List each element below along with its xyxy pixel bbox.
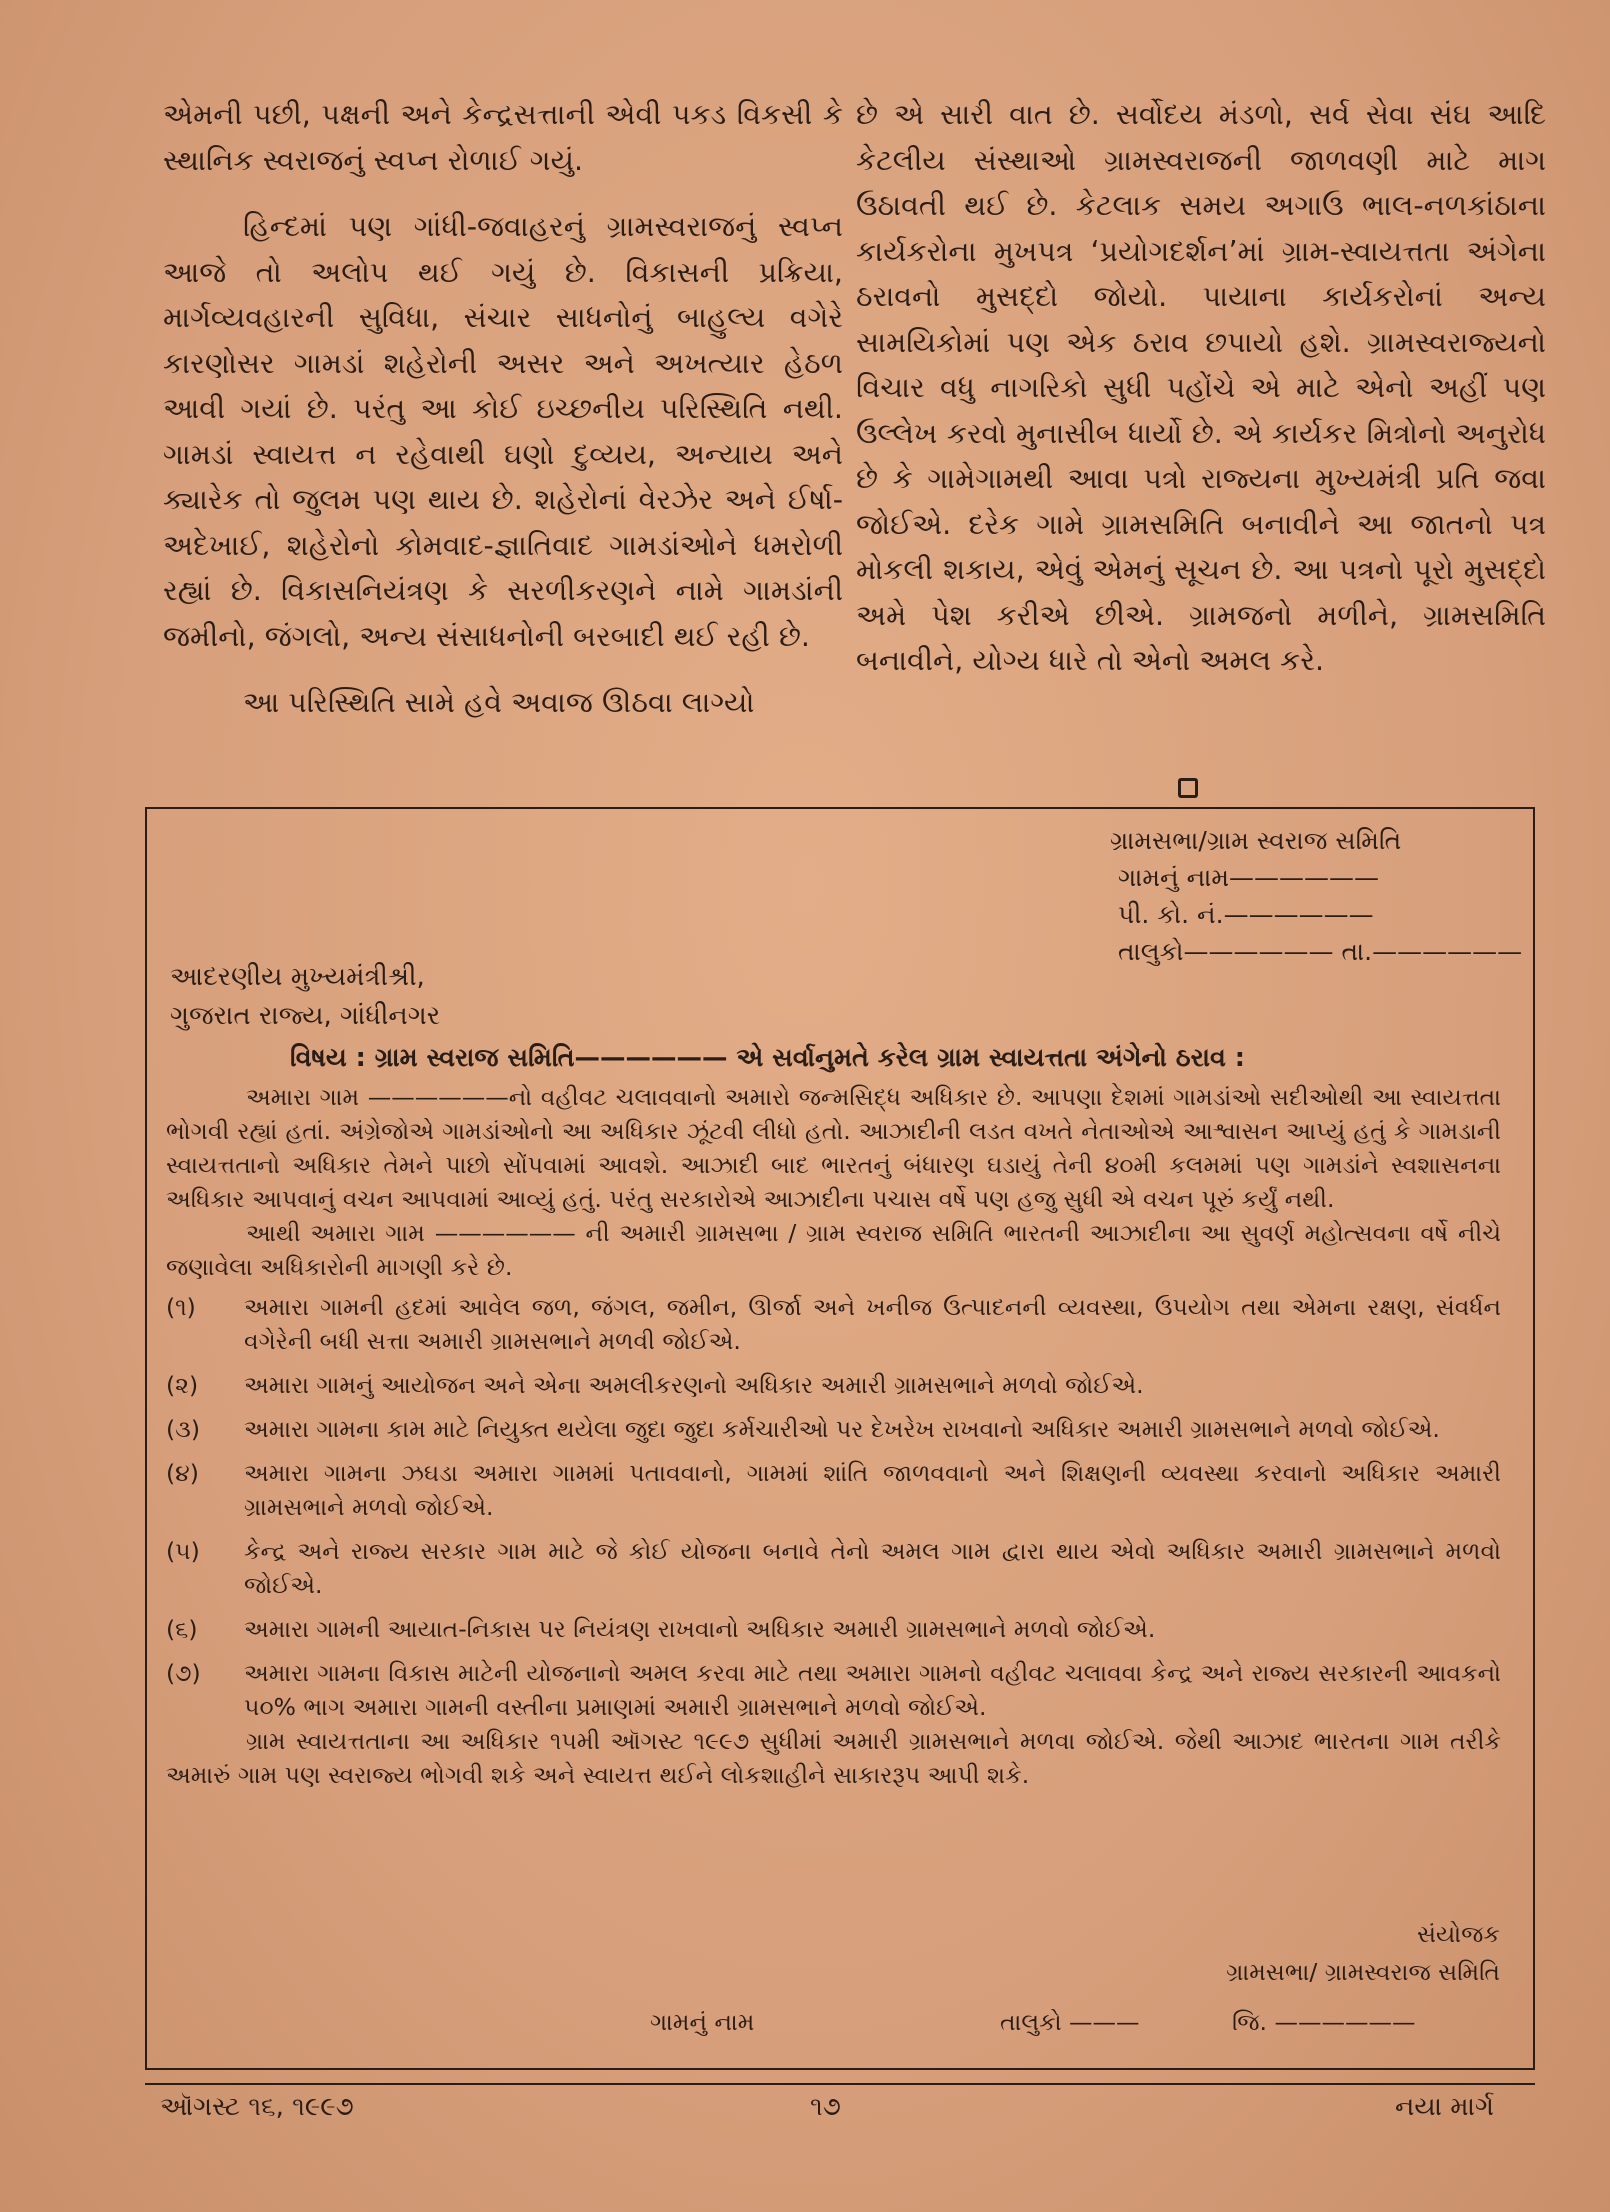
publication-name: નયા માર્ગ [1395,2092,1495,2122]
signature-line: ગ્રામસભા/ ગ્રામસ્વરાજ સમિતિ [1226,1958,1500,1986]
address-line: ગ્રામસભા/ગ્રામ સ્વરાજ સમિતિ [1110,826,1402,855]
item-number: (૫) [166,1537,200,1565]
list-item [166,1656,1501,1724]
article-right-column [856,92,1546,684]
address-line: ગામનું નામ—————— [1118,863,1379,892]
demands-list [166,1290,1501,1724]
page-number: ૧૭ [810,2092,841,2122]
item-text: કેન્દ્ર અને રાજ્ય સરકાર ગામ માટે જે કોઈ યોજના બનાવે તેનો અમલ ગામ દ્વારા થાય એવો અધિકાર અમારી ગ્રામસભાને મળવો જોઈએ. [244,1537,1501,1599]
recipient-line: આદરણીય મુખ્યમંત્રીશ્રી, [170,962,425,992]
list-item [166,1412,1501,1446]
item-text: અમારા ગામના કામ માટે નિયુક્ત થયેલા જુદા જુદા કર્મચારીઓ પર દેખરેખ રાખવાનો અધિકાર અમારી ગ્રામસભાને મળવો જોઈએ. [244,1415,1440,1443]
item-text: અમારા ગામની આયાત-નિકાસ પર નિયંત્રણ રાખવાનો અધિકાર અમારી ગ્રામસભાને મળવો જોઈએ. [244,1615,1156,1643]
letter-body [166,1080,1501,1792]
item-number: (૪) [166,1459,199,1487]
item-number: (૬) [166,1615,198,1643]
article-paragraph: એમની પછી, પક્ષની અને કેન્દ્રસત્તાની એવી પકડ વિકસી કે સ્થાનિક સ્વરાજનું સ્વપ્ન રોળાઈ ગયું. [163,98,843,177]
article-paragraph: આ પરિસ્થિતિ સામે હવે અવાજ ઊઠવા લાગ્યો [243,686,755,719]
letter-subject: વિષય : ગ્રામ સ્વરાજ સમિતિ—————— એ સર્વાનુમતે કરેલ ગ્રામ સ્વાયત્તતા અંગેનો ઠરાવ : [290,1043,1245,1073]
footer-rule [145,2083,1535,2085]
footer-district-field: જિ. —————— [1232,2008,1416,2036]
address-line: પી. કો. નં.—————— [1118,900,1374,929]
item-number: (૧) [166,1293,196,1321]
letter-closing: ગ્રામ સ્વાયત્તતાના આ અધિકાર ૧૫મી ઑગસ્ટ ૧૯૯૭ સુધીમાં અમારી ગ્રામસભાને મળવા જોઈએ. જેથી આઝાદ ભારતના ગામ તરીકે અમારું ગામ પણ સ્વરાજ્ય ભોગવી શકે અને સ્વાયત્ત થઈને લોકશાહીને સાકારરૂપ આપી શકે. [166,1727,1501,1789]
letter-paragraph: આથી અમારા ગામ —————— ની અમારી ગ્રામસભા / ગ્રામ સ્વરાજ સમિતિ ભારતની આઝાદીના આ સુવર્ણ મહોત્સવના વર્ષે નીચે જણાવેલા અધિકારોની માગણી કરે છે. [166,1219,1501,1281]
item-number: (૭) [166,1659,201,1687]
signature-block [1180,1915,1500,1991]
item-text: અમારા ગામનું આયોજન અને એના અમલીકરણનો અધિકાર અમારી ગ્રામસભાને મળવો જોઈએ. [244,1371,1144,1399]
article-end-mark-icon [1178,778,1198,798]
footer-village-field: ગામનું નામ [650,2008,755,2036]
letter-paragraph: અમારા ગામ ——————નો વહીવટ ચલાવવાનો અમારો જન્મસિદ્ધ અધિકાર છે. આપણા દેશમાં ગામડાંઓ સદીઓથી આ સ્વાયત્તતા ભોગવી રહ્યાં હતાં. અંગ્રેજોએ ગામડાંઓનો આ અધિકાર ઝૂંટવી લીધો હતો. આઝાદીની લડત વખતે નેતાઓએ આશ્વાસન આપ્યું હતું કે ગામડાની સ્વાયત્તતાનો અધિકાર તેમને પાછો સોંપવામાં આવશે. આઝાદી બાદ ભારતનું બંધારણ ઘડાયું તેની ૪૦મી કલમમાં પણ ગામડાંને સ્વશાસનના અધિકાર આપવાનું વચન આપવામાં આવ્યું હતું. પરંતુ સરકારોએ આઝાદીના પચાસ વર્ષે પણ હજુ સુધી એ વચન પૂરું કર્યું નથી. [166,1083,1501,1213]
item-text: અમારા ગામની હદમાં આવેલ જળ, જંગલ, જમીન, ઊર્જા અને ખનીજ ઉત્પાદનની વ્યવસ્થા, ઉપયોગ તથા એમના રક્ષણ, સંવર્ધન વગેરેની બધી સત્તા અમારી ગ્રામસભાને મળવી જોઈએ. [244,1293,1501,1355]
article-left-column [163,92,843,726]
list-item [166,1612,1501,1646]
footer-taluka-field: તાલુકો ——— [1000,2008,1140,2036]
recipient-line: ગુજરાત રાજ્ય, ગાંધીનગર [170,1001,441,1031]
item-number: (૩) [166,1415,200,1443]
list-item [166,1368,1501,1402]
issue-date: ઑગસ્ટ ૧૬, ૧૯૯૭ [160,2092,354,2122]
recipient-address [170,958,440,1036]
address-line: તાલુકો—————— તા.—————— [1118,937,1523,966]
sender-address [1110,822,1522,970]
item-number: (૨) [166,1371,199,1399]
signature-line: સંયોજક [1417,1920,1500,1948]
item-text: અમારા ગામના ઝઘડા અમારા ગામમાં પતાવવાનો, ગામમાં શાંતિ જાળવવાનો અને શિક્ષણની વ્યવસ્થા કરવાનો અધિકાર અમારી ગ્રામસભાને મળવો જોઈએ. [244,1459,1501,1521]
list-item [166,1456,1501,1524]
item-text: અમારા ગામના વિકાસ માટેની યોજનાનો અમલ કરવા માટે તથા અમારા ગામનો વહીવટ ચલાવવા કેન્દ્ર અને રાજ્ય સરકારની આવકનો ૫૦% ભાગ અમારા ગામની વસ્તીના પ્રમાણમાં અમારી ગ્રામસભાને મળવો જોઈએ. [244,1659,1501,1721]
list-item [166,1290,1501,1358]
article-paragraph: હિન્દમાં પણ ગાંધી-જવાહરનું ગ્રામસ્વરાજનું સ્વપ્ન આજે તો અલોપ થઈ ગયું છે. વિકાસની પ્રક્રિયા, માર્ગવ્યવહારની સુવિધા, સંચાર સાધનોનું બાહુલ્ય વગેરે કારણોસર ગામડાં શહેરોની અસર અને અખત્યાર હેઠળ આવી ગયાં છે. પરંતુ આ કોઈ ઇચ્છનીય પરિસ્થિતિ નથી. ગામડાં સ્વાયત્ત ન રહેવાથી ઘણો દુવ્યય, અન્યાય અને ક્યારેક તો જુલમ પણ થાય છે. શહેરોનાં વેરઝેર અને ઈર્ષા-અદેખાઈ, શહેરોનો કોમવાદ-જ્ઞાતિવાદ ગામડાંઓને ધમરોળી રહ્યાં છે. વિકાસનિયંત્રણ કે સરળીકરણને નામે ગામડાંની જમીનો, જંગલો, અન્ય સંસાધનોની બરબાદી થઈ રહી છે. [163,210,843,653]
list-item [166,1534,1501,1602]
article-paragraph: છે એ સારી વાત છે. સર્વોદય મંડળો, સર્વ સેવા સંઘ આદિ કેટલીય સંસ્થાઓ ગ્રામસ્વરાજની જાળવણી માટે માગ ઉઠાવતી થઈ છે. કેટલાક સમય અગાઉ ભાલ-નળકાંઠાના કાર્યકરોના મુખપત્ર ‘પ્રયોગદર્શન’માં ગ્રામ-સ્વાયત્તતા અંગેના ઠરાવનો મુસદ્દો જોયો. પાયાના કાર્યકરોનાં અન્ય સામયિકોમાં પણ એક ઠરાવ છપાયો હશે. ગ્રામસ્વરાજ્યનો વિચાર વધુ નાગરિકો સુધી પહોંચે એ માટે એનો અહીં પણ ઉલ્લેખ કરવો મુનાસીબ ધાર્યો છે. એ કાર્યકર મિત્રોનો અનુરોધ છે કે ગામેગામથી આવા પત્રો રાજ્યના મુખ્યમંત્રી પ્રતિ જવા જોઈએ. દરેક ગામે ગ્રામસમિતિ બનાવીને આ જાતનો પત્ર મોકલી શકાય, એવું એમનું સૂચન છે. આ પત્રનો પૂરો મુસદ્દો અમે પેશ કરીએ છીએ. ગ્રામજનો મળીને, ગ્રામસમિતિ બનાવીને, યોગ્ય ધારે તો એનો અમલ કરે. [856,98,1546,677]
